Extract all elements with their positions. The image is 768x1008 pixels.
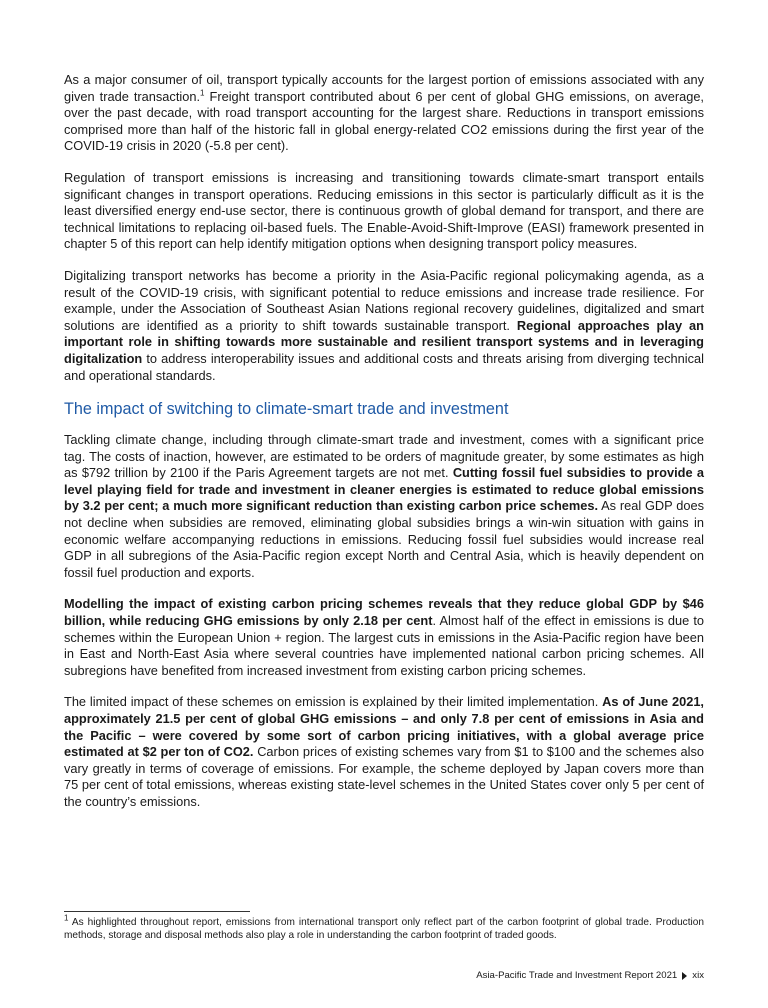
body-paragraph (64, 694, 704, 810)
text: to address interoperability issues and additional costs and threats arising from diverging technical and operational standards. (64, 350, 704, 383)
bold-text: As of June 2021, approximately 21.5 per cent of global GHG emissions – and only 7.8 per cent of emissions in Asia and the Pacific – were covered by some sort of carbon pricing initiatives, with a global average price estimated at $2 per ton of CO2. (64, 694, 704, 760)
body-paragraph (64, 72, 704, 155)
body-paragraph (64, 170, 704, 253)
text: Tackling climate change, including through climate-smart trade and investment, comes with a significant price tag. The costs of inaction, however, are estimated to be orders of magnitude greater, by some estimates as high as $792 trillion by 2100 if the Paris Agreement targets are not met. (64, 432, 704, 481)
footer-report-title: Asia-Pacific Trade and Investment Report 2021 (476, 970, 678, 981)
text: Regulation of transport emissions is increasing and transitioning towards climate-smart transport entails significant changes in transport operations. Reducing emissions in this sector is particularly difficult as it is the least diversified energy end-use sector, there is continuous growth of global demand for transport, and there are technical limitations to replacing oil-based fuels. The Enable-Avoid-Shift-Improve (EASI) framework presented in chapter 5 of this report can help identify mitigation options when designing transport policy measures. (64, 169, 704, 252)
text: The limited impact of these schemes on emission is explained by their limited implementation. (64, 694, 603, 710)
body-paragraph (64, 432, 704, 581)
bold-text: Modelling the impact of existing carbon pricing schemes reveals that they reduce global GDP by $46 billion, while reducing GHG emissions by only 2.18 per cent (64, 596, 704, 629)
bold-text: Cutting fossil fuel subsidies to provide a level playing field for trade and investment in cleaner energies is estimated to reduce global emissions by 3.2 per cent; a much more significant reduction than existing carbon price schemes. (64, 465, 704, 514)
intro-paragraphs (64, 72, 704, 384)
footnote-marker: 1 (64, 913, 69, 923)
body-paragraph (64, 596, 704, 679)
text: . Almost half of the effect in emissions is due to schemes within the European Union + region. The largest cuts in emissions in the Asia-Pacific region have been in East and North-East Asia where several countries have implemented national carbon pricing schemes. All subregions have benefited from increased investment from existing carbon pricing schemes. (64, 613, 705, 678)
body-paragraph (64, 268, 704, 384)
text: Freight transport contributed about 6 per cent of global GHG emissions, on average, over the past decade, with road transport accounting for the largest share. Reductions in transport emissions comprised more than half of the historic fall in global energy-related CO2 emissions during the first year of the COVID-19 crisis in 2020 (-5.8 per cent). (64, 88, 704, 154)
page-footer (476, 970, 704, 981)
section-paragraphs (64, 432, 704, 810)
footnote-divider (64, 911, 250, 912)
footnote-reference: 1 (200, 88, 205, 98)
text: Carbon prices of existing schemes vary from $1 to $100 and the schemes also vary greatly in terms of coverage of emissions. For example, the scheme deployed by Japan covers more than 75 per cent of total emissions, whereas existing state-level schemes in the United States cover only 5 per cent of the country’s emissions. (64, 744, 704, 809)
bold-text: Regional approaches play an important role in shifting towards more sustainable and resilient transport systems and in leveraging digitalization (64, 317, 704, 366)
text: As real GDP does not decline when subsidies are removed, eliminating global subsidies brings a win-win situation with gains in economic welfare accompanying reductions in emissions. Reducing fossil fuel subsidies would increase real GDP in all subregions of the Asia-Pacific region except North and Central Asia, which is heavily dependent on fossil fuel production and exports. (64, 498, 704, 580)
page-number: xix (692, 970, 704, 981)
footnote (64, 913, 704, 943)
arrow-right-icon (682, 972, 687, 980)
section-heading: The impact of switching to climate-smart trade and investment (64, 400, 509, 419)
text: Digitalizing transport networks has become a priority in the Asia-Pacific regional policymaking agenda, as a result of the COVID-19 crisis, with significant potential to reduce emissions and increase trade resilience. For example, under the Association of Southeast Asian Nations regional recovery guidelines, digitalized and smart solutions are identified as a priority to shift towards sustainable transport. (64, 267, 704, 333)
text: As a major consumer of oil, transport typically accounts for the largest portion of emissions associated with any given trade transaction. (64, 72, 704, 104)
page-body (64, 72, 704, 826)
footnote-text: As highlighted throughout report, emissions from international transport only reflect part of the carbon footprint of global trade. Production methods, storage and disposal methods also play a role in understanding the carbon footprint of traded goods. (64, 917, 704, 942)
